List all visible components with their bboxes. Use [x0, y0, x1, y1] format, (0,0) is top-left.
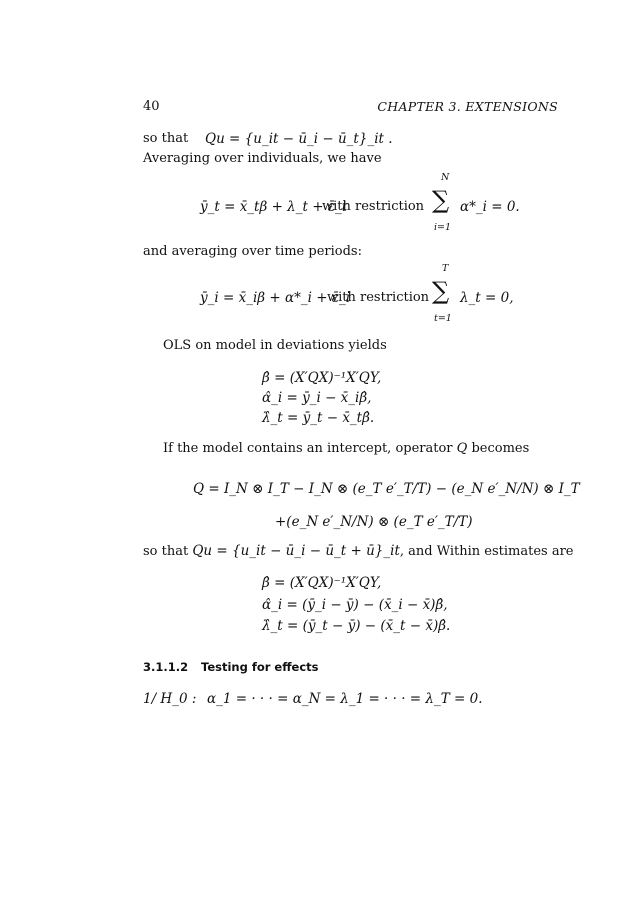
equation-q-line1: Q = I_N ⊗ I_T − I_N ⊗ (e_T e′_T/T) − (e_N e′_N/N) ⊗ I_T [193, 481, 580, 497]
text-with-restriction-1: with restriction [322, 199, 425, 214]
equation-within-alpha: α̂_i = (ȳ_i − ȳ) − (x̄_i − x̄)β̂, [262, 597, 448, 613]
equation-ols-beta: β̂ = (X′QX)⁻¹X′QY, [262, 370, 382, 386]
equation-qu-definition: Qu = {u_it − ū_i − ū_t}_it . [205, 131, 393, 147]
text-so-that-2-word: so that [143, 544, 189, 559]
sum2-lower-limit: t=1 [434, 313, 452, 324]
section-title: Testing for effects [201, 660, 319, 674]
text-intercept-b: becomes [471, 441, 530, 456]
text-ols: OLS on model in deviations yields [163, 338, 387, 353]
sum1-sigma: ∑ [432, 186, 450, 214]
hypothesis-equation: α_1 = · · · = α_N = λ_1 = · · · = λ_T = 0. [207, 691, 483, 707]
sum2-sigma: ∑ [432, 277, 450, 305]
text-averaging-time: and averaging over time periods: [143, 244, 362, 259]
text-with-restriction-2: with restriction [327, 290, 430, 305]
text-intercept-q: Q [456, 441, 468, 456]
equation-ols-lambda: λ̂_t = ȳ_t − x̄_tβ̂. [262, 410, 375, 426]
equation-within-beta: β̂ = (X′QX)⁻¹X′QY, [262, 575, 382, 591]
text-so-that-1: so that [143, 131, 189, 146]
equation-ybar-t: ȳ_t = x̄_tβ + λ_t + ε̄_t [200, 199, 348, 215]
page-number: 40 [143, 99, 160, 114]
hypothesis-label: 1/ H_0 : [143, 691, 197, 707]
equation-within-lambda: λ̂_t = (ȳ_t − ȳ) − (x̄_t − x̄)β̂. [262, 618, 451, 634]
equation-qu-definition-2: Qu = {u_it − ū_i − ū_t + ū}_it [192, 543, 400, 559]
text-intercept [163, 441, 529, 456]
equation-ybar-i: ȳ_i = x̄_iβ + α*_i + ε̄_i [200, 290, 351, 306]
sum1-lower-limit: i=1 [434, 222, 452, 233]
chapter-header: CHAPTER 3. EXTENSIONS [377, 99, 558, 114]
sum1-body: α*_i = 0. [460, 199, 520, 215]
text-averaging-individuals: Averaging over individuals, we have [143, 151, 382, 166]
equation-q-line2: +(e_N e′_N/N) ⊗ (e_T e′_T/T) [275, 514, 473, 530]
text-so-that-2 [143, 543, 573, 559]
section-number: 3.1.1.2 [143, 660, 189, 674]
sum2-upper-limit: T [442, 263, 449, 274]
sum2-body: λ_t = 0, [460, 290, 514, 306]
text-within: , and Within estimates are [399, 544, 574, 559]
sum1-upper-limit: N [441, 172, 450, 183]
equation-ols-alpha: α̂_i = ȳ_i − x̄_iβ̂, [262, 390, 372, 406]
text-intercept-a: If the model contains an intercept, operator [163, 441, 453, 456]
